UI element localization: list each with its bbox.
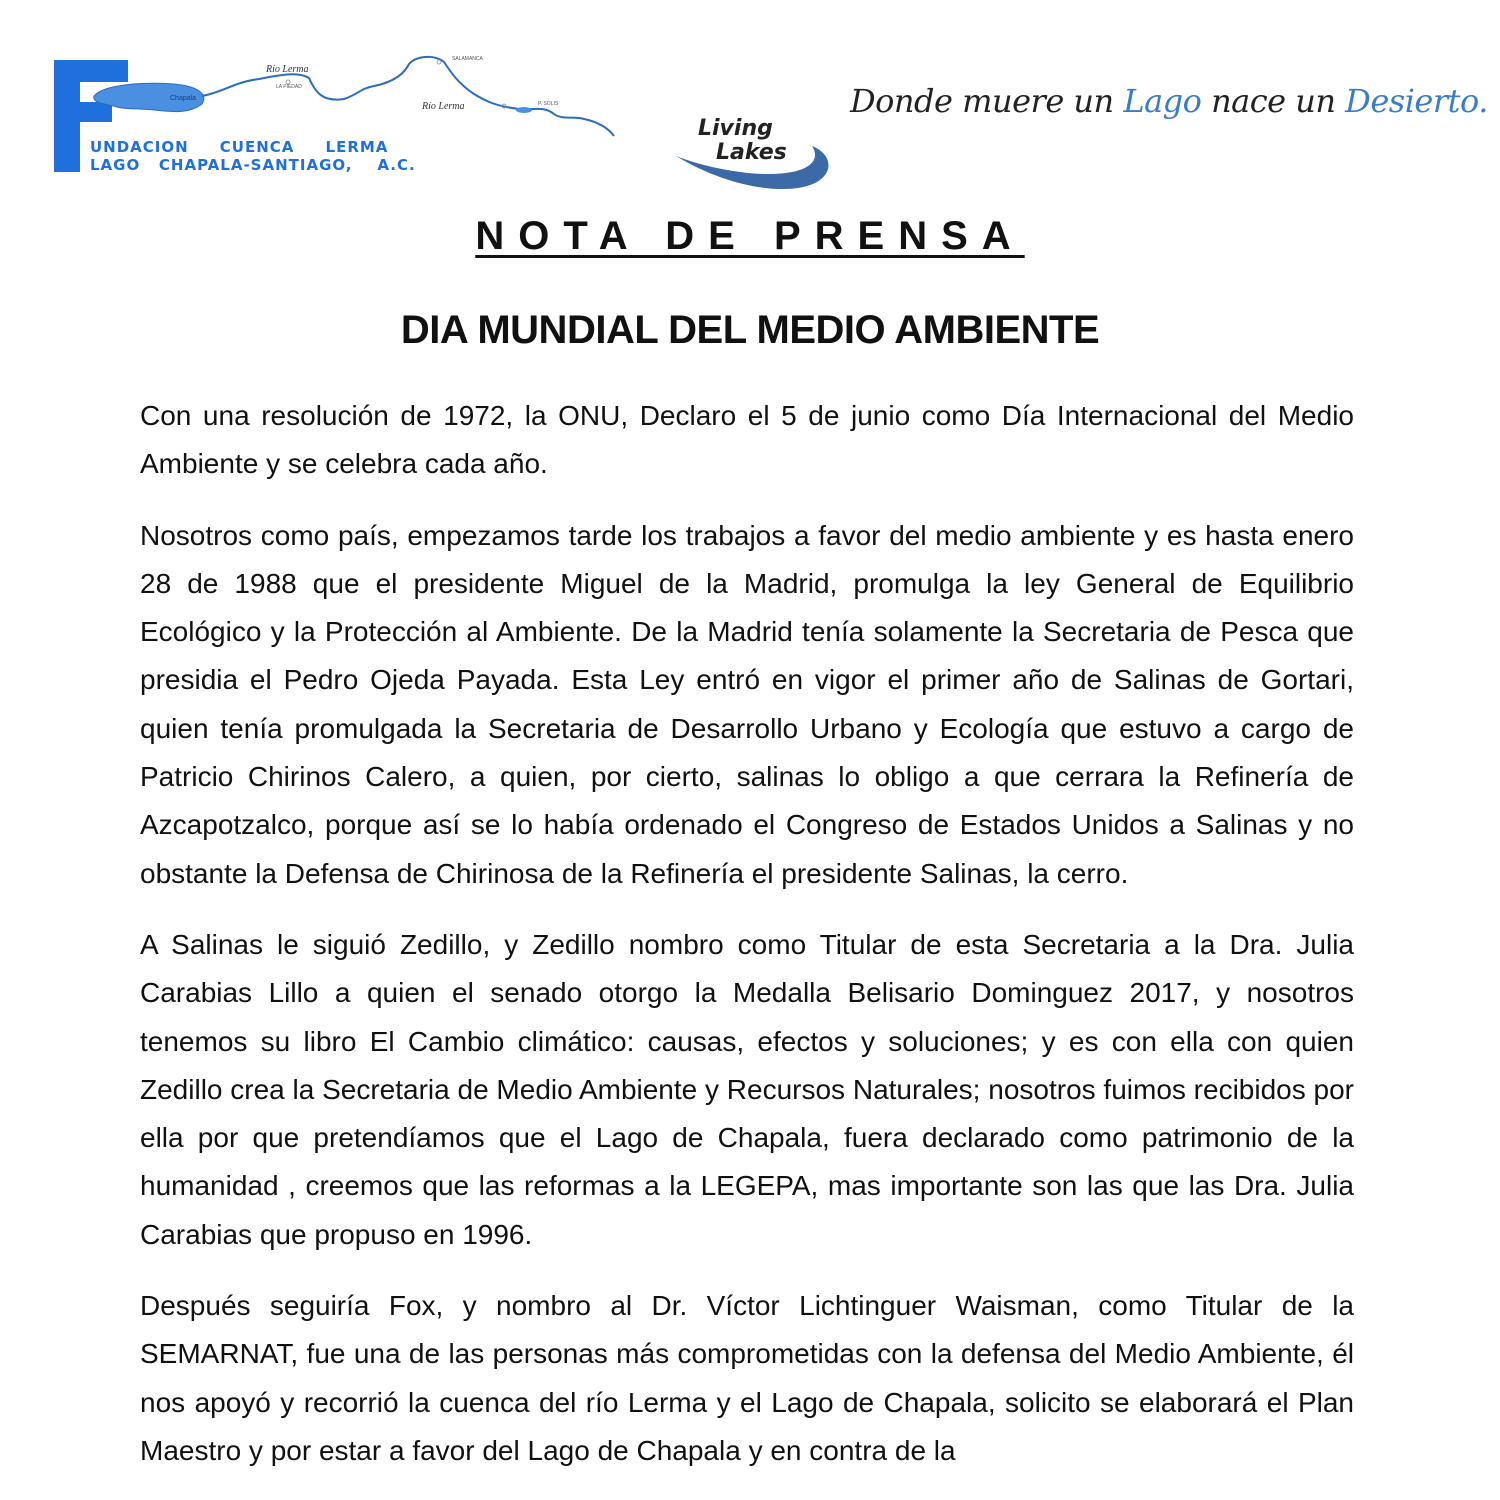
paragraph: Con una resolución de 1972, la ONU, Declaro el 5 de junio como Día Internacional del Medio Ambiente y se celebra cada año. bbox=[140, 400, 1354, 480]
foundation-name-line1: UNDACION CUENCA LERMA bbox=[90, 138, 389, 156]
paragraph: A Salinas le siguió Zedillo, y Zedillo nombro como Titular de esta Secretaria a la Dra. Julia Carabias Lillo a quien el senado otorgo la Medalla Belisario Dominguez 2017, y nosotros tenemos su libro El Cambio climático: causas, efectos y soluciones; y es con ella con quien Zedillo crea la Secretaria de Medio Ambiente y Recursos Naturales; nosotros fuimos recibidos por ella por que pretendíamos que el Lago de Chapala, fuera declarado como patrimonio de la humanidad , creemos que las reformas a la LEGEPA, mas importante son las que las Dra. Julia Carabias que propuso en 1996. bbox=[140, 928, 1354, 1250]
slogan-part3: nace un bbox=[1201, 82, 1346, 120]
map-label-la-piedad: LA PIEDAD bbox=[276, 84, 302, 90]
slogan-part2: Lago bbox=[1123, 82, 1202, 120]
map-label-salamanca: SALAMANCA bbox=[452, 56, 483, 62]
kicker-text: NOTA DE PRENSA bbox=[475, 214, 1025, 258]
slogan-part1: Donde muere un bbox=[850, 82, 1124, 120]
document-body bbox=[140, 392, 1354, 1498]
map-label-chapala: Chapala bbox=[170, 95, 197, 102]
foundation-logo bbox=[54, 44, 624, 179]
slogan-part4: Desierto. bbox=[1345, 82, 1488, 120]
paragraph: Nosotros como país, empezamos tarde los trabajos a favor del medio ambiente y es hasta enero 28 de 1988 que el presidente Miguel de la Madrid, promulga la ley General de Equilibrio Ecológico y la Protección al Ambiente. De la Madrid tenía solamente la Secretaria de Pesca que presidia el Pedro Ojeda Payada. Esta Ley entró en vigor el primer año de Salinas de Gortari, quien tenía promulgada la Secretaria de Desarrollo Urbano y Ecología que estuvo a cargo de Patricio Chirinos Calero, a quien, por cierto, salinas lo obligo a que cerrara la Refinería de Azcapotzalco, porque así se lo había ordenado el Congreso de Estados Unidos a Salinas y no obstante la Defensa de Chirinosa de la Refinería el presidente Salinas, la cerro. bbox=[140, 519, 1354, 889]
letterhead bbox=[0, 0, 1500, 200]
paragraph: Después seguiría Fox, y nombro al Dr. Víctor Lichtinguer Waisman, como Titular de la SEMARNAT, fue una de las personas más comprometidas con la defensa del Medio Ambiente, él nos apoyó y recorrió la cuenca del río Lerma y el Lago de Chapala, solicito se elaborará el Plan Maestro y por estar a favor del Lago de Chapala y en contra de la bbox=[140, 1290, 1354, 1466]
map-label-p-solis: P. SOLIS bbox=[538, 101, 559, 107]
document-title: DIA MUNDIAL DEL MEDIO AMBIENTE bbox=[400, 308, 1100, 352]
map-label-rio-lerma-2: Río Lerma bbox=[422, 101, 465, 112]
river-map-icon bbox=[84, 44, 624, 139]
living-lakes-line2: Lakes bbox=[716, 140, 787, 165]
map-label-rio-lerma-1: Río Lerma bbox=[266, 64, 309, 75]
living-lakes-line1: Living bbox=[698, 116, 773, 141]
slogan bbox=[850, 82, 1488, 120]
living-lakes-logo bbox=[672, 110, 832, 200]
press-release-kicker bbox=[0, 214, 1500, 259]
foundation-name-line2: LAGO CHAPALA-SANTIAGO, A.C. bbox=[90, 156, 416, 174]
